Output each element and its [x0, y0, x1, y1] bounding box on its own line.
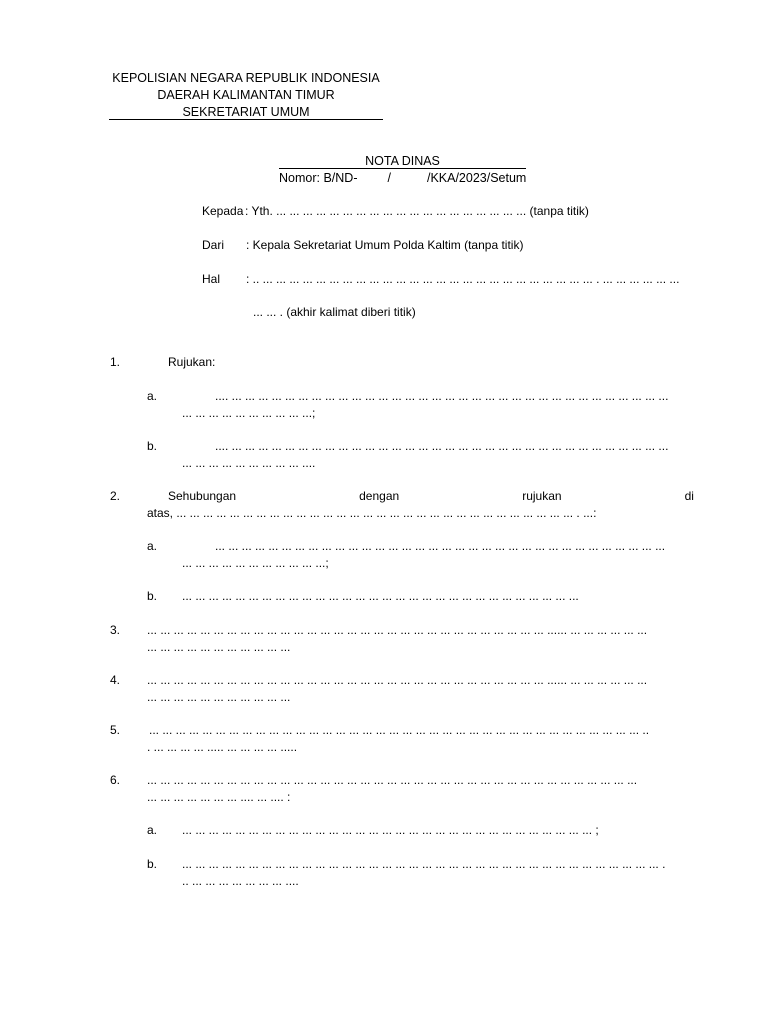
hal-label: Hal	[202, 272, 221, 286]
item-2-word: di	[684, 489, 694, 503]
item-1b-line1: .... ... ... ... ... ... ... ... ... ... ... ... ... ... ... ... ... ... ... ... ... ... ... ... ... ... ... ... ... ... ... ... ... ...	[215, 439, 669, 453]
letterhead	[109, 70, 383, 121]
item-1a-letter: a.	[147, 389, 158, 403]
item-1a-line2: ... ... ... ... ... ... ... ... ... ...;	[182, 406, 316, 420]
document-number	[279, 171, 529, 185]
item-6b-line1: ... ... ... ... ... ... ... ... ... ... ... ... ... ... ... ... ... ... ... ... ... ... ... ... ... ... ... ... ... ... ... ... ... ... ... ... .	[182, 857, 666, 871]
item-1b-letter: b.	[147, 439, 158, 453]
item-1b-line2: ... ... ... ... ... ... ... ... ... ....	[182, 456, 316, 470]
item-1-text: Rujukan:	[168, 355, 216, 369]
item-2a-line2: ... ... ... ... ... ... ... ... ... ... ...;	[182, 556, 329, 570]
document-number-prefix: Nomor: B/ND-	[279, 171, 358, 185]
letterhead-unit: SEKRETARIAT UMUM	[182, 105, 310, 119]
letterhead-divider	[109, 119, 383, 120]
item-3-number: 3.	[110, 623, 121, 637]
item-2b-line1: ... ... ... ... ... ... ... ... ... ... ... ... ... ... ... ... ... ... ... ... ... ... ... ... ... ... ... ... ... ...	[182, 589, 579, 603]
letterhead-institution: KEPOLISIAN NEGARA REPUBLIK INDONESIA	[112, 71, 380, 85]
item-5-number: 5.	[110, 723, 121, 737]
item-6a-letter: a.	[147, 823, 158, 837]
item-4-number: 4.	[110, 673, 121, 687]
item-6a-line1: ... ... ... ... ... ... ... ... ... ... ... ... ... ... ... ... ... ... ... ... ... ... ... ... ... ... ... ... ... ... ... ;	[182, 823, 599, 837]
item-2a-line1: ... ... ... ... ... ... ... ... ... ... ... ... ... ... ... ... ... ... ... ... ... ... ... ... ... ... ... ... ... ... ... ... ... ...	[215, 539, 666, 553]
hal-value-line2: ... ... . (akhir kalimat diberi titik)	[253, 305, 416, 319]
document-number-slash: /	[387, 171, 391, 185]
item-2-number: 2.	[110, 489, 121, 503]
kepada-value: : Yth. ... ... ... ... ... ... ... ... ... ... ... ... ... ... ... ... ... ... ... (tanpa titik)	[245, 204, 589, 218]
item-2-word: dengan	[359, 489, 400, 503]
item-6b-line2: .. ... ... ... ... ... ... ... ....	[182, 874, 299, 888]
item-5-line2: . ... ... ... ... ..... ... ... ... ... .....	[147, 740, 298, 754]
letterhead-region: DAERAH KALIMANTAN TIMUR	[157, 88, 335, 102]
dari-label: Dari	[202, 238, 225, 252]
item-1a-line1: .... ... ... ... ... ... ... ... ... ... ... ... ... ... ... ... ... ... ... ... ... ... ... ... ... ... ... ... ... ... ... ... ... ...	[215, 389, 669, 403]
item-2a-letter: a.	[147, 539, 158, 553]
item-4-line1: ... ... ... ... ... ... ... ... ... ... ... ... ... ... ... ... ... ... ... ... ... ... ... ... ... ... ... ... ... ... ...... ... ... ... ... ... ...	[147, 673, 648, 687]
item-6-number: 6.	[110, 773, 121, 787]
item-3-line1: ... ... ... ... ... ... ... ... ... ... ... ... ... ... ... ... ... ... ... ... ... ... ... ... ... ... ... ... ... ... ...... ... ... ... ... ... ...	[147, 623, 648, 637]
item-4-line2: ... ... ... ... ... ... ... ... ... ... ...	[147, 690, 291, 704]
item-2-word: rujukan	[522, 489, 562, 503]
item-2-line1	[168, 489, 694, 503]
hal-value-line1: : .. ... ... ... ... ... ... ... ... ... ... ... ... ... ... ... ... ... ... ... ... ... ... ... ... ... . ... ... ... ... ... ...	[246, 272, 680, 286]
item-2-word: Sehubungan	[168, 489, 237, 503]
item-5-line1: ... ... ... ... ... ... ... ... ... ... ... ... ... ... ... ... ... ... ... ... ... ... ... ... ... ... ... ... ... ... ... ... ... ... ... ... ... ..	[149, 723, 650, 737]
item-2b-letter: b.	[147, 589, 158, 603]
item-6b-letter: b.	[147, 857, 158, 871]
item-2-line2: atas, ... ... ... ... ... ... ... ... ... ... ... ... ... ... ... ... ... ... ... ... ... ... ... ... ... ... ... ... ... ... . ...:	[147, 506, 597, 520]
item-3-line2: ... ... ... ... ... ... ... ... ... ... ...	[147, 640, 291, 654]
document-title: NOTA DINAS	[279, 154, 526, 169]
kepada-label: Kepada	[202, 204, 244, 218]
document-number-suffix: /KKA/2023/Setum	[426, 171, 527, 185]
item-1-number: 1.	[110, 355, 121, 369]
item-6-line1: ... ... ... ... ... ... ... ... ... ... ... ... ... ... ... ... ... ... ... ... ... ... ... ... ... ... ... ... ... ... ... ... ... ... ... ... ...	[147, 773, 638, 787]
item-6-line2: ... ... ... ... ... ... ... .... ... .... :	[147, 790, 291, 804]
dari-value: : Kepala Sekretariat Umum Polda Kaltim (tanpa titik)	[246, 238, 524, 252]
